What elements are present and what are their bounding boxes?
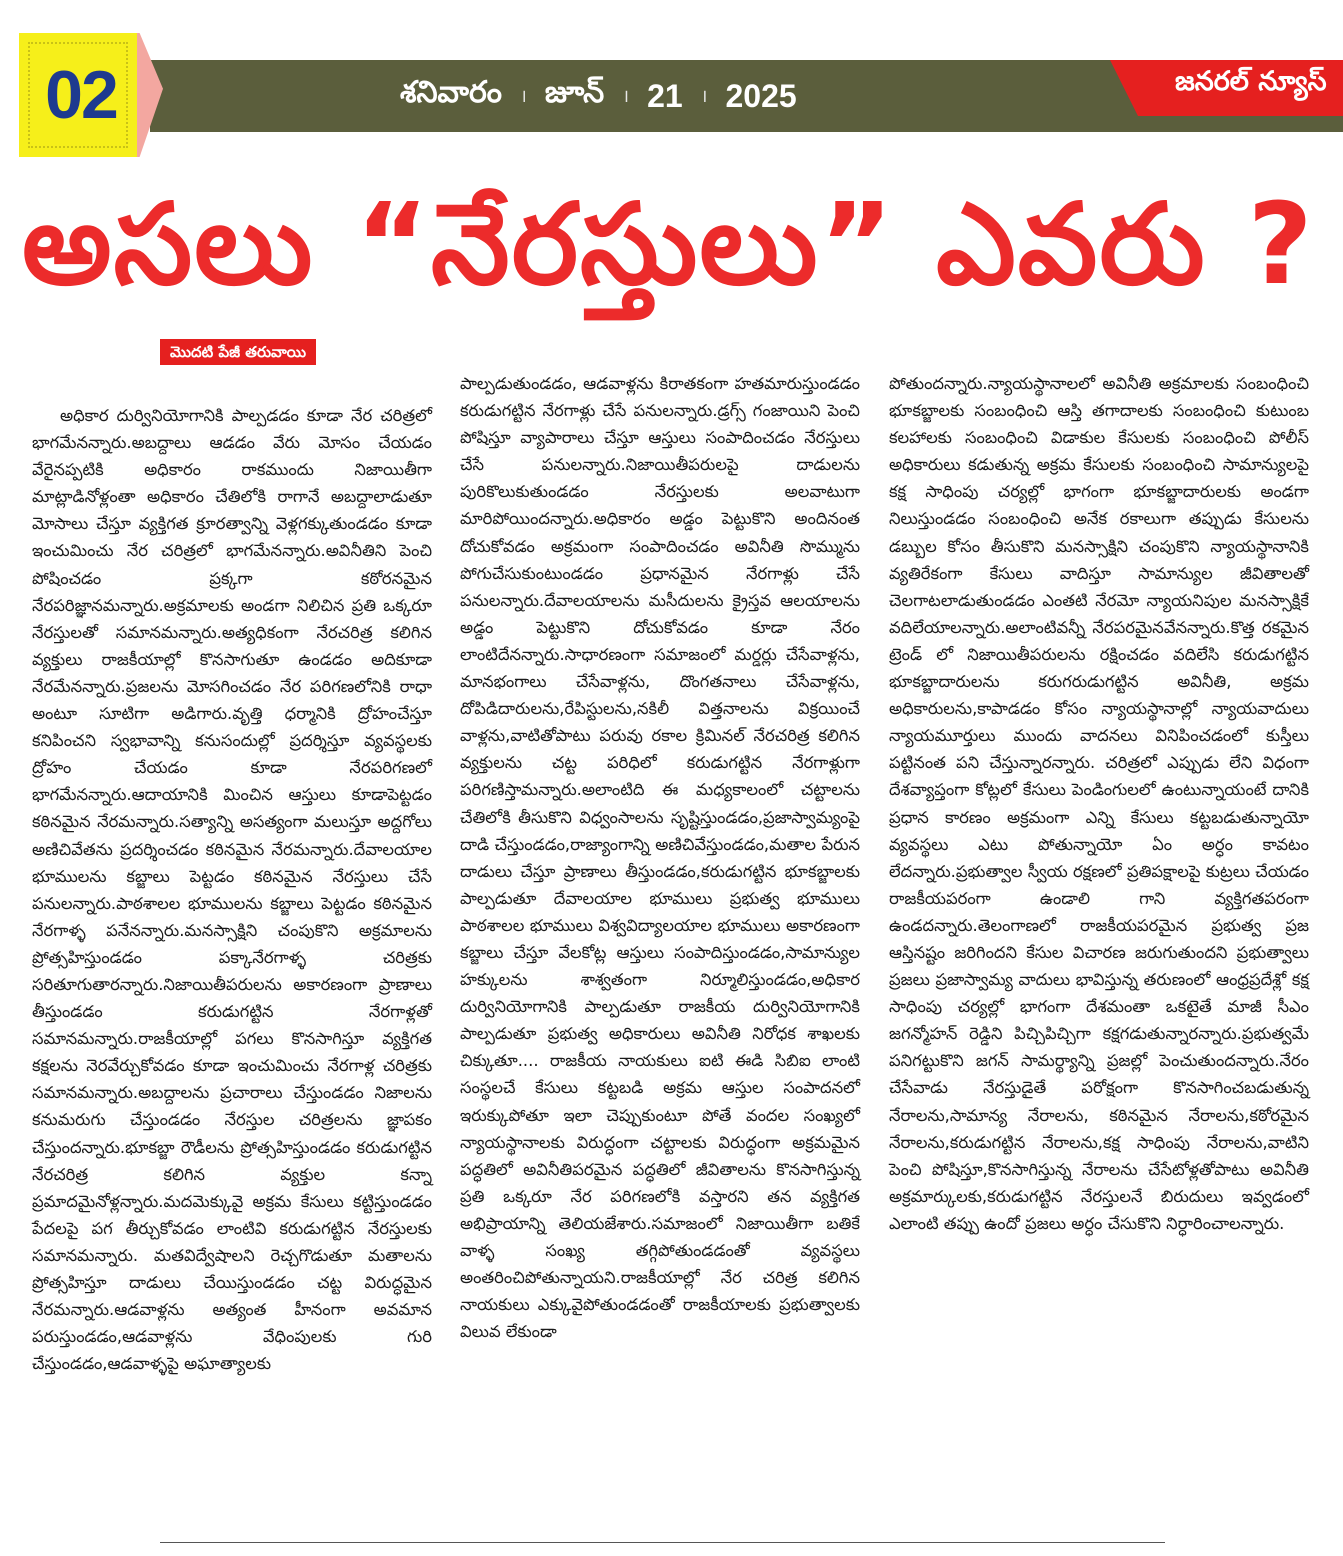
- date-separator: ।: [520, 86, 527, 107]
- bottom-rule: [160, 1542, 1165, 1543]
- article-column-3: [889, 370, 1309, 1237]
- date-month: జూన్: [544, 75, 605, 110]
- page-number-box: [19, 33, 137, 157]
- date-day: శనివారం: [400, 75, 502, 110]
- page-number-tab: [137, 33, 163, 157]
- date-date: 21: [647, 77, 683, 114]
- dateline: [400, 74, 797, 118]
- page-number: 02: [45, 57, 117, 133]
- column-2-text: పాల్పడుతుండడం, ఆడవాళ్లను కిరాతకంగా హతమారుస్తుండడం కరుడుగట్టిన నేరగాళ్లు చేసే పనులన్నారు.డ్రగ్స్ గంజాయిని పెంచి పోషిస్తూ వ్యాపారాలు చేస్తూ ఆస్తులు సంపాదించడం నేరస్తులు చేసే పనులన్నారు.నిజాయితీపరులపై దాడులను పురికొలుకుతుండడం నేరస్తులకు అలవాటుగా మారిపోయిందన్నారు.అధికారం అడ్డం పెట్టుకొని అందినంత దోచుకోవడం అక్రమంగా సంపాదించడం అవినీతి సొమ్మును పోగుచేసుకుంటుండడం ప్రధానమైన నేరగాళ్లు చేసే పనులన్నారు.దేవాలయాలను మసీదులను క్రైస్తవ ఆలయాలను అడ్డం పెట్టుకొని దోచుకోవడం కూడా నేరం లాంటిదేనన్నారు.సాధారణంగా సమాజంలో మర్డర్లు చేసేవాళ్లను, మానభంగాలు చేసేవాళ్లను, దొంగతనాలు చేసేవాళ్లను, దోపిడిదారులను,రేపిస్టులను,నకిలీ విత్తనాలను విక్రయించే వాళ్లను,వాటితోపాటు పరువు రకాల క్రిమినల్ నేరచరిత్ర కలిగిన వ్యక్తులను చట్ట పరిధిలో కరుడుగట్టిన నేరగాళ్లుగా పరిగణిస్తామన్నారు.అలాంటిది ఈ మధ్యకాలంలో చట్టాలను చేతిలోకి తీసుకొని విధ్వంసాలను సృష్టిస్తుండడం,ప్రజాస్వామ్యంపై దాడి చేస్తుండడం,రాజ్యాంగాన్ని అణిచివేస్తుండడం,మతాల పేరున దాడులు చేస్తూ ప్రాణాలు తీస్తుండడం,కరుడుగట్టిన భూకబ్జాలకు పాల్పడుతూ దేవాలయాల భూములు ప్రభుత్వ భూములు పాఠశాలల భూములు విశ్వవిద్యాలయాల భూములు అకారణంగా కబ్జాలు చేస్తూ వేలకోట్ల ఆస్తులు సంపాదిస్తుండడం,సామాన్యుల హక్కులను శాశ్వతంగా నిర్మూలిస్తుండడం,అధికార దుర్వినియోగానికి పాల్పడుతూ రాజకీయ దుర్వినియోగానికి పాల్పడుతూ ప్రభుత్వ అధికారులు అవినీతి నిరోధక శాఖలకు చిక్కుతూ.... రాజకీయ నాయకులు ఐటి ఈడి సిబిఐ లాంటి సంస్థలచే కేసులు కట్టబడి అక్రమ ఆస్తుల సంపాదనలో ఇరుక్కుపోతూ ఇలా చెప్పుకుంటూ పోతే వందల సంఖ్యలో న్యాయస్థానాలకు విరుద్ధంగా చట్టాలకు విరుద్ధంగా అక్రమమైన పద్ధతిలో అవినీతిపరమైన పద్ధతిలో జీవితాలను కొనసాగిస్తున్న ప్రతి ఒక్కరూ నేర పరిగణలోకి వస్తారని తన వ్యక్తిగత అభిప్రాయాన్ని తెలియజేశారు.సమాజంలో నిజాయితీగా బతికే వాళ్ళ సంఖ్య తగ్గిపోతుండడంతో వ్యవస్థలు అంతరించిపోతున్నాయని.రాజకీయాల్లో నేర చరిత్ర కలిగిన నాయకులు ఎక్కువైపోతుండడంతో రాజకీయాలకు ప్రభుత్వాలకు విలువ లేకుండా: [460, 374, 860, 1342]
- headline: అసలు “నేరస్తులు” ఎవరు ?: [22, 180, 1315, 310]
- article-column-2: [460, 370, 860, 1345]
- date-year: 2025: [725, 77, 797, 114]
- date-separator: ।: [622, 86, 630, 107]
- continuation-kicker: మొదటి పేజీ తరువాయి: [160, 339, 316, 365]
- category-label: జనరల్ న్యూస్: [1175, 66, 1327, 97]
- article-column-1: [32, 402, 432, 1377]
- date-separator: ।: [700, 86, 708, 107]
- column-1-text: అధికార దుర్వినియోగానికి పాల్పడడం కూడా నేర చరిత్రలో భాగమేనన్నారు.అబద్దాలు ఆడడం వేరు మోసం చేయడం వేరైనప్పటికి అధికారం రాకముందు నిజాయితీగా మాట్లాడినోళ్లంతా అధికారం చేతిలోకి రాగానే అబద్దాలాడుతూ మోసాలు చేస్తూ వ్యక్తిగత క్రూరత్వాన్ని వెళ్లగక్కుతుండడం కూడా ఇంచుమించు నేర చరిత్రలో భాగమేనన్నారు.అవినీతిని పెంచి పోషించడం ప్రక్కగా కఠోరనమైన నేరపరిజ్ఞానమన్నారు.అక్రమాలకు అండగా నిలిచిన ప్రతి ఒక్కరూ నేరస్తులతో సమానమన్నారు.అత్యధికంగా నేరచరిత్ర కలిగిన వ్యక్తులు రాజకీయాల్లో కొనసాగుతూ ఉండడం అదికూడా నేరమేనన్నారు.ప్రజలను మోసగించడం నేర పరిగణలోనికి రాధా అంటూ సూటిగా అడిగారు.వృత్తి ధర్మానికి ద్రోహంచేస్తూ కనిపించని స్వభావాన్ని కనుసందుల్లో ప్రదర్శిస్తూ వ్యవస్థలకు ద్రోహం చేయడం కూడా నేరపరిగణలో భాగమేనన్నారు.ఆదాయానికి మించిన ఆస్తులు కూడాపెట్టడం కఠినమైన నేరమన్నారు.సత్యాన్ని అసత్యంగా మలుస్తూ అద్దగోలు అణిచివేతను ప్రదర్శించడం కఠినమైన నేరమన్నారు.దేవాలయాల భూములను కబ్జాలు పెట్టడం కఠినమైన నేరస్తులు చేసే పనులన్నారు.పాఠశాలల భూములను కబ్జాలు పెట్టడం కఠినమైన నేరగాళ్ళ పనేనన్నారు.మనస్సాక్షిని చంపుకొని అక్రమాలను ప్రోత్సహిస్తుండడం పక్కానేరగాళ్ళ చరిత్రకు సరితూగుతారన్నారు.నిజాయితీపరులను అకారణంగా ప్రాణాలు తీస్తుండడం కరుడుగట్టిన నేరగాళ్లతో సమానమన్నారు.రాజకీయాల్లో పగలు కొనసాగిస్తూ వ్యక్తిగత కక్షలను నెరవేర్చుకోవడం కూడా ఇంచుమించు నేరగాళ్ల చరిత్రకు సమానమన్నారు.అబద్దాలను ప్రచారాలు చేస్తుండడం నిజాలను కనుమరుగు చేస్తుండడం నేరస్తుల చరిత్రలను జ్ఞాపకం చేస్తుందన్నారు.భూకబ్జా రౌడీలను ప్రోత్సహిస్తుండడం కరుడుగట్టిన నేరచరిత్ర కలిగిన వ్యక్తుల కన్నా ప్రమాదమైనోళ్లన్నారు.మదమెక్కువై అక్రమ కేసులు కట్టిస్తుండడం పేదలపై పగ తీర్చుకోవడం లాంటివి కరుడుగట్టిన నేరస్తులకు సమానమన్నారు. మతవిద్వేషాలని రెచ్చగొడుతూ మతాలను ప్రోత్సహిస్తూ దాడులు చేయిస్తుండడం చట్ట విరుద్ధమైన నేరమన్నారు.ఆడవాళ్లను అత్యంత హీనంగా అవమాన పరుస్తుండడం,ఆడవాళ్లను వేధింపులకు గురి చేస్తుండడం,ఆడవాళ్ళపై అఘాత్యాలకు: [32, 406, 432, 1374]
- column-3-text: పోతుందన్నారు.న్యాయస్థానాలలో అవినీతి అక్రమాలకు సంబంధించి భూకబ్జాలకు సంబంధించి ఆస్తి తగాదాలకు సంబంధించి కుటుంబ కలహాలకు సంబంధించి విడాకుల కేసులకు సంబంధించి పోలీస్ అధికారులు కడుతున్న అక్రమ కేసులకు సంబంధించి సామాన్యులపై కక్ష సాధింపు చర్యల్లో భాగంగా భూకబ్జాదారులకు అండగా నిలుస్తుండడం సంబంధించి అనేక రకాలుగా తప్పుడు కేసులను డబ్బుల కోసం తీసుకొని మనస్సాక్షిని చంపుకొని న్యాయస్థానానికి వ్యతిరేకంగా కేసులు వాదిస్తూ సామాన్యుల జీవితాలతో చెలగాటలాడుతుండడం ఎంతటి నేరమో న్యాయనిపుల మనస్సాక్షికే వదిలేయాలన్నారు.అలాంటివన్నీ నేరపరమైనవేనన్నారు.కొత్త రకమైన ట్రెండ్ లో నిజాయితీపరులను రక్షించడం వదిలేసి కరుడుగట్టిన భూకబ్జాదారులను కరుగరుడుగట్టిన అవినీతి, అక్రమ అధికారులను,కాపాడడం కోసం న్యాయస్థానాల్లో న్యాయవాదులు న్యాయమూర్తులు ముందు వాదనలు వినిపించడంలో కుస్తీలు పట్టినంత పని చేస్తున్నారన్నారు. చరిత్రలో ఎప్పుడు లేని విధంగా దేశవ్యాప్తంగా కోట్లలో కేసులు పెండింగులలో ఉంటున్నాయంటే దానికి ప్రధాన కారణం అక్రమంగా ఎన్ని కేసులు కట్టబడుతున్నాయో వ్యవస్థలు ఎటు పోతున్నాయో ఏం అర్ధం కావటం లేదన్నారు.ప్రభుత్వాల స్వీయ రక్షణలో ప్రతిపక్షాలపై కుట్రలు చేయడం రాజకీయపరంగా ఉండాలి గాని వ్యక్తిగతపరంగా ఉండదన్నారు.తెలంగాణలో రాజకీయపరమైన ప్రభుత్వ ప్రజ ఆస్తినష్టం జరిగిందని కేసుల విచారణ జరుగుతుందని ప్రభుత్వాలు ప్రజలు ప్రజాస్వామ్య వాదులు భావిస్తున్న తరుణంలో ఆంధ్రప్రదేశ్లో కక్ష సాధింపు చర్యల్లో భాగంగా దేశమంతా ఒకటైతే మాజీ సీఎం జగన్మోహన్ రెడ్డిని పిచ్చిపిచ్చిగా కక్షగడుతున్నారన్నారు.ప్రభుత్వమే పనిగట్టుకొని జగన్ సామర్థ్యాన్ని ప్రజల్లో పెంచుతుందన్నారు.నేరం చేసేవాడు నేరస్తుడైతే పరోక్షంగా కొనసాగించబడుతున్న నేరాలను,సామాన్య నేరాలను, కఠినమైన నేరాలను,కఠోరమైన నేరాలను,కరుడుగట్టిన నేరాలను,కక్ష సాధింపు నేరాలను,వాటిని పెంచి పోషిస్తూ,కొనసాగిస్తున్న నేరాలను చేసేటోళ్లతోపాటు అవినీతి అక్రమార్కులకు,కరుడుగట్టిన నేరస్తులనే బిరుదులు ఇవ్వడంలో ఎలాంటి తప్పు ఉందో ప్రజలు అర్ధం చేసుకొని నిర్ధారించాలన్నారు.: [889, 374, 1309, 1233]
